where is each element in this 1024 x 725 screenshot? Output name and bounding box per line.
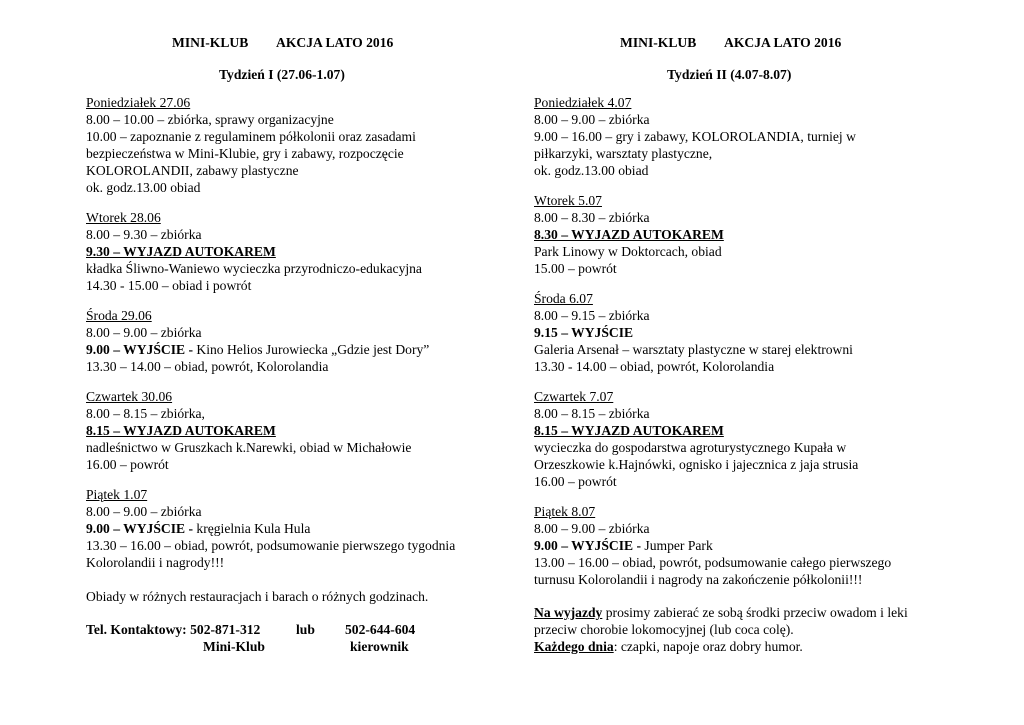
schedule-line: ok. godz.13.00 obiad bbox=[86, 180, 201, 195]
schedule-line: Kolorolandii i nagrody!!! bbox=[86, 555, 225, 570]
outing-highlight: 9.00 – WYJŚCIE - bbox=[86, 342, 197, 357]
week-title: Tydzień II (4.07-8.07) bbox=[667, 67, 792, 82]
trip-note-continued: przeciw chorobie lokomocyjnej (lub coca colę). bbox=[534, 622, 794, 637]
schedule-line: 15.00 – powrót bbox=[534, 261, 617, 276]
outing-highlight: 9.00 – WYJŚCIE - bbox=[534, 538, 645, 553]
trip-highlight: 8.15 – WYJAZD AUTOKAREM bbox=[86, 423, 276, 438]
header-action: AKCJA LATO 2016 bbox=[724, 35, 842, 50]
schedule-line: 8.00 – 9.00 – zbiórka bbox=[86, 325, 202, 340]
day-title: Poniedziałek 4.07 bbox=[534, 95, 632, 110]
schedule-line: piłkarzyki, warsztaty plastyczne, bbox=[534, 146, 713, 161]
day-title: Poniedziałek 27.06 bbox=[86, 95, 191, 110]
header-club: MINI-KLUB bbox=[620, 35, 697, 50]
lunch-note: Obiady w różnych restauracjach i barach o różnych godzinach. bbox=[86, 589, 429, 604]
schedule-line: 8.00 – 9.30 – zbiórka bbox=[86, 227, 202, 242]
schedule-line: nadleśnictwo w Gruszkach k.Narewki, obiad w Michałowie bbox=[86, 440, 412, 455]
day-title: Czwartek 7.07 bbox=[534, 389, 614, 404]
schedule-line: 13.30 – 14.00 – obiad, powrót, Kolorolandia bbox=[86, 359, 329, 374]
trip-note bbox=[534, 604, 908, 621]
outing-destination: kręgielnia Kula Hula bbox=[196, 521, 311, 536]
contact-name-1: Mini-Klub bbox=[203, 639, 265, 654]
week-title: Tydzień I (27.06-1.07) bbox=[219, 67, 345, 82]
note-text: prosimy zabierać ze sobą środki przeciw owadom i leki bbox=[602, 605, 908, 620]
contact-name-2: kierownik bbox=[350, 639, 409, 654]
schedule-line: ok. godz.13.00 obiad bbox=[534, 163, 649, 178]
day-title: Środa 29.06 bbox=[86, 308, 152, 323]
schedule-line bbox=[86, 520, 310, 537]
schedule-line: 9.00 – 16.00 – gry i zabawy, KOLOROLANDIA, turniej w bbox=[534, 129, 856, 144]
contact-or: lub bbox=[296, 622, 315, 637]
schedule-line: Park Linowy w Doktorcach, obiad bbox=[534, 244, 722, 259]
schedule-line: 16.00 – powrót bbox=[86, 457, 169, 472]
day-title: Środa 6.07 bbox=[534, 291, 593, 306]
schedule-line: Galeria Arsenał – warsztaty plastyczne w starej elektrowni bbox=[534, 342, 853, 357]
schedule-line bbox=[534, 537, 713, 554]
outing-highlight: 9.00 – WYJŚCIE - bbox=[86, 521, 197, 536]
outing-destination: Jumper Park bbox=[644, 538, 713, 553]
header-action: AKCJA LATO 2016 bbox=[276, 35, 394, 50]
schedule-line: 13.30 - 14.00 – obiad, powrót, Kolorolandia bbox=[534, 359, 775, 374]
schedule-line: 10.00 – zapoznanie z regulaminem półkolonii oraz zasadami bbox=[86, 129, 416, 144]
day-title: Piątek 8.07 bbox=[534, 504, 596, 519]
trip-highlight: 9.30 – WYJAZD AUTOKAREM bbox=[86, 244, 276, 259]
header-club: MINI-KLUB bbox=[172, 35, 249, 50]
note-text: : czapki, napoje oraz dobry humor. bbox=[613, 639, 803, 654]
schedule-line bbox=[86, 341, 429, 358]
schedule-line: turnusu Kolorolandii i nagrody na zakończenie półkolonii!!! bbox=[534, 572, 863, 587]
note-label: Na wyjazdy bbox=[534, 605, 603, 620]
outing-destination: Kino Helios Jurowiecka „Gdzie jest Dory” bbox=[196, 342, 430, 357]
day-title: Wtorek 28.06 bbox=[86, 210, 161, 225]
schedule-line: 8.00 – 9.00 – zbiórka bbox=[86, 504, 202, 519]
schedule-line: KOLOROLANDII, zabawy plastyczne bbox=[86, 163, 299, 178]
contact-phone-2: 502-644-604 bbox=[345, 622, 416, 637]
schedule-line: Orzeszkowie k.Hajnówki, ognisko i jajecznica z jaja strusia bbox=[534, 457, 859, 472]
schedule-line: 8.00 – 9.15 – zbiórka bbox=[534, 308, 650, 323]
schedule-line: 16.00 – powrót bbox=[534, 474, 617, 489]
outing-highlight: 9.15 – WYJŚCIE bbox=[534, 325, 634, 340]
day-title: Czwartek 30.06 bbox=[86, 389, 173, 404]
trip-highlight: 8.30 – WYJAZD AUTOKAREM bbox=[534, 227, 724, 242]
day-title: Piątek 1.07 bbox=[86, 487, 148, 502]
schedule-line: 8.00 – 9.00 – zbiórka bbox=[534, 112, 650, 127]
schedule-line: 13.00 – 16.00 – obiad, powrót, podsumowanie całego pierwszego bbox=[534, 555, 892, 570]
schedule-line: 8.00 – 10.00 – zbiórka, sprawy organizacyjne bbox=[86, 112, 334, 127]
day-title: Wtorek 5.07 bbox=[534, 193, 602, 208]
schedule-line: 8.00 – 9.00 – zbiórka bbox=[534, 521, 650, 536]
schedule-line: 13.30 – 16.00 – obiad, powrót, podsumowanie pierwszego tygodnia bbox=[86, 538, 456, 553]
schedule-line: 8.00 – 8.15 – zbiórka bbox=[534, 406, 650, 421]
schedule-line: wycieczka do gospodarstwa agroturystycznego Kupała w bbox=[534, 440, 847, 455]
contact-label: Tel. Kontaktowy: 502-871-312 bbox=[86, 622, 261, 637]
schedule-line: 8.00 – 8.15 – zbiórka, bbox=[86, 406, 205, 421]
note-label: Każdego dnia bbox=[534, 639, 614, 654]
schedule-line: kładka Śliwno-Waniewo wycieczka przyrodniczo-edukacyjna bbox=[86, 261, 422, 276]
schedule-line: bezpieczeństwa w Mini-Klubie, gry i zabawy, rozpoczęcie bbox=[86, 146, 404, 161]
trip-highlight: 8.15 – WYJAZD AUTOKAREM bbox=[534, 423, 724, 438]
schedule-line: 14.30 - 15.00 – obiad i powrót bbox=[86, 278, 252, 293]
schedule-line: 8.00 – 8.30 – zbiórka bbox=[534, 210, 650, 225]
daily-note bbox=[534, 638, 803, 655]
